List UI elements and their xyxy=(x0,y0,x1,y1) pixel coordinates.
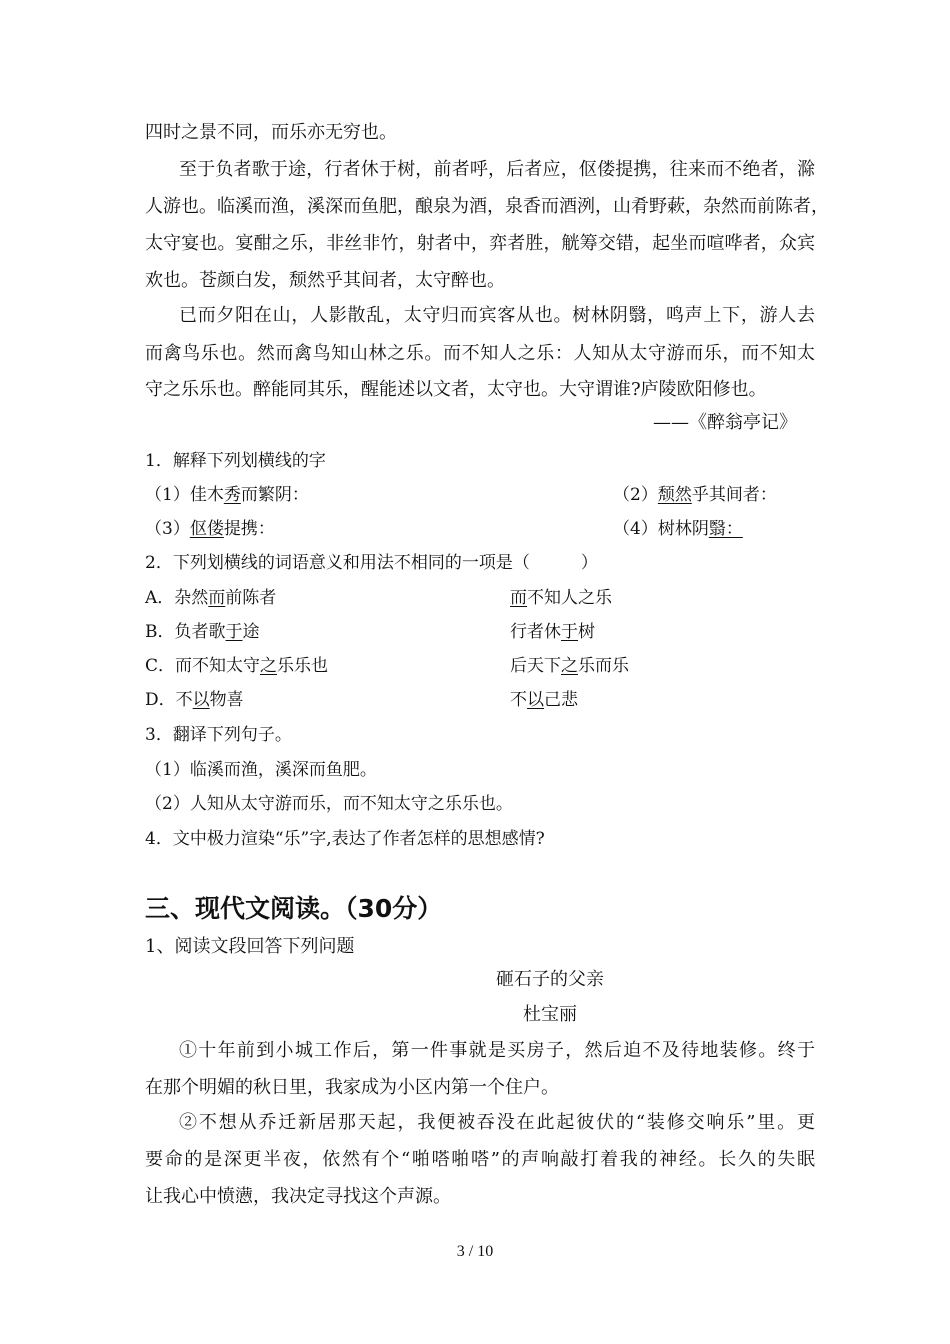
option-d-left: D．不以物喜 xyxy=(145,690,244,710)
passage-line: 四时之景不同，而乐亦无穷也。 xyxy=(145,122,397,143)
article-line: 让我心中愤懑，我决定寻找这个声源。 xyxy=(145,1186,451,1207)
passage-line: 人游也。临溪而渔，溪深而鱼肥，酿泉为酒，泉香而酒洌，山肴野蔌，杂然而前陈者， xyxy=(145,196,829,217)
question-1-row xyxy=(145,483,777,507)
article-line: ②不想从乔迁新居那天起，我便被吞没在此起彼伏的“装修交响乐”里。更 xyxy=(179,1112,815,1133)
section-heading: 三、现代文阅读。（30分） xyxy=(145,894,443,923)
article-line: ①十年前到小城工作后，第一件事就是买房子，然后迫不及待地装修。终于 xyxy=(179,1040,815,1061)
page-number: 3 / 10 xyxy=(456,1243,494,1260)
option-row xyxy=(145,688,578,712)
option-row xyxy=(145,620,595,644)
passage-line: 已而夕阳在山，人影散乱，太守归而宾客从也。树林阴翳，鸣声上下，游人去 xyxy=(179,305,815,326)
item-2: （2）颓然乎其间者： xyxy=(613,485,777,505)
option-d-right: 不以己悲 xyxy=(510,690,578,710)
option-a-right: 而不知人之乐 xyxy=(510,588,612,608)
article-line: 要命的是深更半夜，依然有个“啪嗒啪嗒”的声响敲打着我的神经。长久的失眠 xyxy=(145,1149,815,1170)
question-3-title: 3．翻译下列句子。 xyxy=(145,725,292,745)
option-a-left: A．杂然而前陈者 xyxy=(145,588,277,608)
question-4-title: 4．文中极力渲染“乐”字,表达了作者怎样的思想感情? xyxy=(145,829,545,849)
article-line: 在那个明媚的秋日里，我家成为小区内第一个住户。 xyxy=(145,1077,559,1098)
passage-line: 守之乐乐也。醉能同其乐，醒能述以文者，太守也。大守谓谁?庐陵欧阳修也。 xyxy=(145,379,767,400)
option-row xyxy=(145,654,629,678)
passage-line: 至于负者歌于途，行者休于树，前者呼，后者应，伛偻提携，往来而不绝者，滁 xyxy=(179,159,815,180)
option-b-left: B．负者歌于途 xyxy=(145,622,260,642)
question-3-sentence: （2）人知从太守游而乐，而不知太守之乐乐也。 xyxy=(145,794,513,814)
article-author: 杜宝丽 xyxy=(523,1004,577,1025)
option-c-right: 后天下之乐而乐 xyxy=(510,656,629,676)
passage-line: 而禽鸟乐也。然而禽鸟知山林之乐。而不知人之乐：人知从太守游而乐，而不知太 xyxy=(145,343,815,364)
question-2-title: 2．下列划横线的词语意义和用法不相同的一项是（ ） xyxy=(145,553,598,573)
question-1-title: 1．解释下列划横线的字 xyxy=(145,451,326,471)
article-title: 砸石子的父亲 xyxy=(496,969,604,990)
item-3: （3）伛偻提携： xyxy=(145,519,275,539)
section-subtitle: 1、阅读文段回答下列问题 xyxy=(145,936,355,957)
option-c-left: C．而不知太守之乐乐也 xyxy=(145,656,329,676)
question-3-sentence: （1）临溪而渔，溪深而鱼肥。 xyxy=(145,760,377,780)
item-1: （1）佳木秀而繁阴： xyxy=(145,485,309,505)
item-4: （4）树林阴翳： xyxy=(613,519,743,539)
passage-source: ——《醉翁亭记》 xyxy=(653,412,797,433)
question-1-row xyxy=(145,517,743,541)
option-row xyxy=(145,586,612,610)
passage-line: 太守宴也。宴酣之乐，非丝非竹，射者中，弈者胜，觥筹交错，起坐而喧哗者，众宾 xyxy=(145,233,815,254)
option-b-right: 行者休于树 xyxy=(510,622,595,642)
passage-line: 欢也。苍颜白发，颓然乎其间者，太守醉也。 xyxy=(145,270,505,291)
